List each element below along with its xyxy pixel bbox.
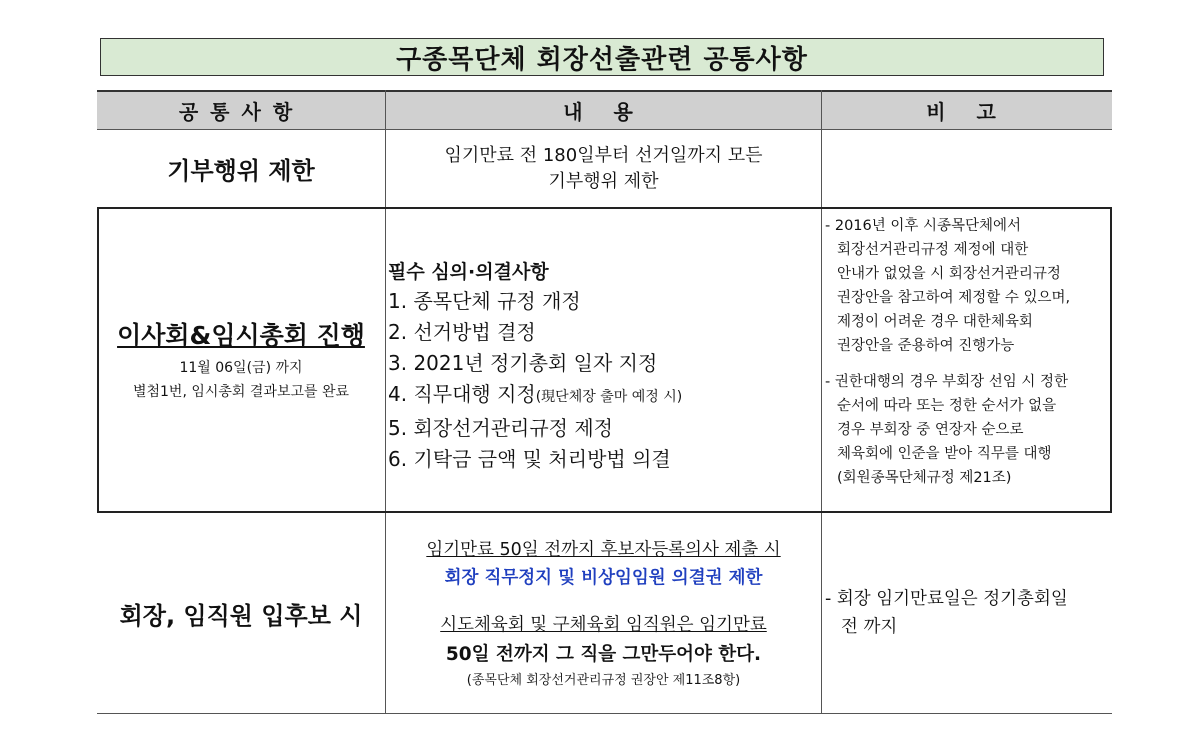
resolution-item: 1. 종목단체 규정 개정 xyxy=(388,289,581,313)
resolution-list xyxy=(388,286,818,475)
row3-line4: 50일 전까지 그 직을 그만두어야 한다. xyxy=(445,644,762,665)
row2-topic-cell xyxy=(97,208,385,512)
row3-note-line1: - 회장 임기만료일은 정기총회일 xyxy=(825,589,1068,609)
note-line: 회장선거관리규정 제정에 대한 xyxy=(837,242,1029,258)
row2-deadline: 11월 06일(금) 까지 xyxy=(179,360,303,376)
resolution-item: 2. 선거방법 결정 xyxy=(388,320,536,344)
note-line: 경우 부회장 중 연장자 순으로 xyxy=(837,422,1024,438)
note-line: 제정이 어려운 경우 대한체육회 xyxy=(837,314,1033,330)
note-line: - 2016년 이후 시종목단체에서 xyxy=(825,218,1022,234)
row3-line1 xyxy=(426,536,780,564)
row2-deadline-sub: 별첨1번, 임시총회 결과보고를 완료 xyxy=(132,384,350,400)
row2-note-cell xyxy=(825,214,1109,510)
note-line: 안내가 없었을 시 회장선거관리규정 xyxy=(837,266,1061,282)
note-line: 체육회에 인준을 받아 직무를 대행 xyxy=(837,446,1052,462)
row1-topic: 기부행위 제한 xyxy=(167,157,315,185)
document-title: 구종목단체 회장선출관련 공통사항 xyxy=(100,38,1104,76)
row1-content-line2: 기부행위 제한 xyxy=(548,170,659,192)
row2-note2 xyxy=(825,370,1109,490)
row2-note1 xyxy=(825,214,1109,358)
row3-line2: 회장 직무정지 및 비상임임원 의결권 제한 xyxy=(444,568,763,588)
resolution-item-text: 4. 직무대행 지정 xyxy=(388,382,536,406)
resolution-item-note: (現단체장 출마 예정 시) xyxy=(535,389,683,405)
row1-topic-cell xyxy=(97,130,385,207)
row3-content-cell xyxy=(386,518,821,710)
resolution-item: 5. 회장선거관리규정 제정 xyxy=(388,416,613,440)
row1-note-cell xyxy=(822,130,1112,207)
row3-note-line2: 전 까지 xyxy=(841,617,898,637)
note-line: 권장안을 참고하여 제정할 수 있으며, xyxy=(837,290,1071,306)
row1-content-cell xyxy=(386,130,821,207)
resolution-item xyxy=(388,379,818,413)
row3-note-cell xyxy=(825,513,1109,713)
resolution-item: 6. 기탁금 금액 및 처리방법 의결 xyxy=(388,447,671,471)
note-line: (회원종목단체규정 제21조) xyxy=(837,470,1012,486)
row-divider xyxy=(97,713,1112,714)
row2-content-cell xyxy=(388,258,818,508)
note-line: 권장안을 준용하여 진행가능 xyxy=(837,338,1015,354)
row2-topic: 이사회&임시총회 진행 xyxy=(117,321,365,350)
row3-line3: 시도체육회 및 구체육회 임직원은 임기만료 xyxy=(440,615,767,635)
note-line: 순서에 따라 또는 정한 순서가 없을 xyxy=(837,398,1057,414)
note-line: - 권한대행의 경우 부회장 선임 시 정한 xyxy=(825,374,1068,390)
row1-content-line1: 임기만료 전 180일부터 선거일까지 모든 xyxy=(444,144,763,166)
row2-heading: 필수 심의·의결사항 xyxy=(388,261,549,283)
header-common-matters: 공통사항 xyxy=(97,90,386,130)
row3-line1-text: 임기만료 50일 전까지 후보자등록의사 제출 시 xyxy=(426,540,781,560)
header-remarks: 비 고 xyxy=(822,90,1112,130)
row3-topic: 회장, 임직원 입후보 시 xyxy=(119,601,363,630)
row3-topic-cell xyxy=(97,513,385,713)
header-content: 내 용 xyxy=(386,90,822,130)
resolution-item: 3. 2021년 정기총회 일자 지정 xyxy=(388,351,658,375)
row3-line5: (종목단체 회장선거관리규정 권장안 제11조8항) xyxy=(466,673,741,688)
